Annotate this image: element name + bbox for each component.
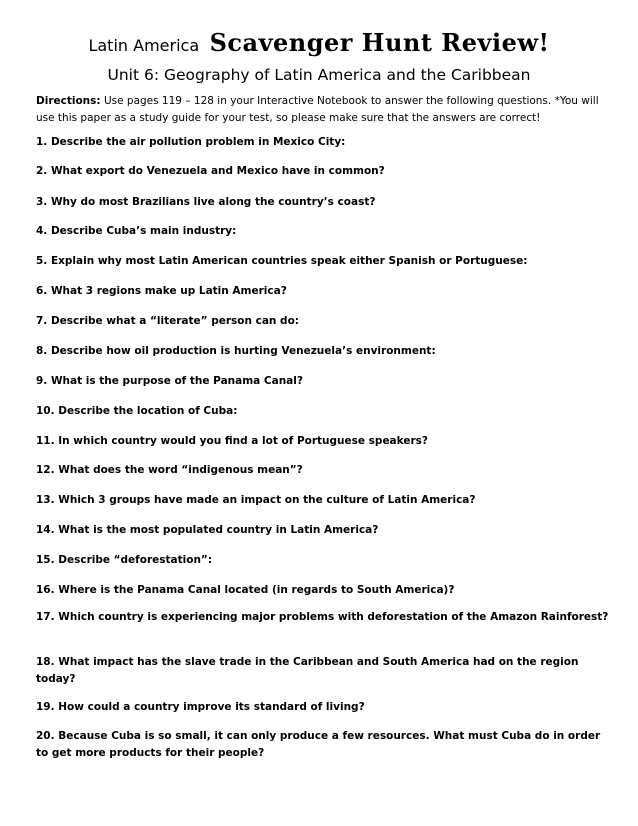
question-7: 7. Describe what a “literate” person can do: [36, 315, 299, 327]
page-subtitle: Unit 6: Geography of Latin America and the Caribbean [107, 66, 531, 84]
question-6: 6. What 3 regions make up Latin America? [36, 285, 287, 297]
question-11: 11. In which country would you find a lot of Portuguese speakers? [36, 435, 428, 447]
question-12: 12. What does the word “indigenous mean”? [36, 464, 303, 476]
question-3: 3. Why do most Brazilians live along the country’s coast? [36, 196, 376, 208]
question-18: 18. What impact has the slave trade in the Caribbean and South America had on the region today? [36, 656, 579, 685]
directions-label: Directions: [36, 95, 101, 107]
directions-text: Use pages 119 – 128 in your Interactive Notebook to answer the following questions. *You will use this paper as a study guide for your test, so please make sure that the answers are correct! [36, 95, 599, 124]
question-5: 5. Explain why most Latin American countries speak either Spanish or Portuguese: [36, 255, 528, 267]
question-8: 8. Describe how oil production is hurting Venezuela’s environment: [36, 345, 436, 357]
page-title [0, 28, 638, 57]
question-2: 2. What export do Venezuela and Mexico have in common? [36, 165, 385, 177]
question-13: 13. Which 3 groups have made an impact on the culture of Latin America? [36, 494, 476, 506]
question-4: 4. Describe Cuba’s main industry: [36, 225, 237, 237]
question-10: 10. Describe the location of Cuba: [36, 405, 238, 417]
title-prefix: Latin America [88, 36, 200, 55]
directions-block [36, 93, 611, 127]
question-1: 1. Describe the air pollution problem in Mexico City: [36, 136, 346, 148]
question-19: 19. How could a country improve its standard of living? [36, 701, 365, 713]
question-16: 16. Where is the Panama Canal located (in regards to South America)? [36, 584, 455, 596]
question-9: 9. What is the purpose of the Panama Canal? [36, 375, 303, 387]
title-main: Scavenger Hunt Review! [209, 28, 550, 57]
question-20: 20. Because Cuba is so small, it can only produce a few resources. What must Cuba do in order to get more products for their people? [36, 730, 601, 759]
question-15: 15. Describe “deforestation”: [36, 554, 213, 566]
question-14: 14. What is the most populated country in Latin America? [36, 524, 379, 536]
question-17: 17. Which country is experiencing major problems with deforestation of the Amazon Rainforest? [36, 611, 609, 623]
